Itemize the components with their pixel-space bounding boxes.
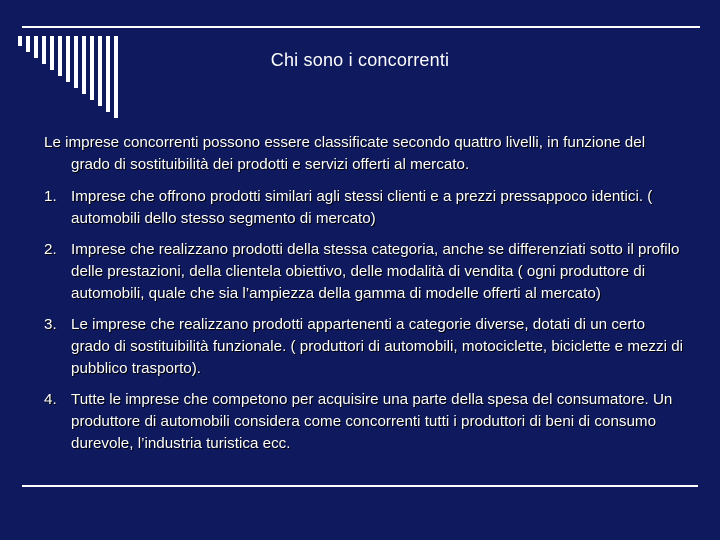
- decorative-bar: [106, 36, 110, 112]
- levels-list: [44, 186, 684, 455]
- slide-title: Chi sono i concorrenti: [270, 50, 450, 70]
- list-item: [44, 239, 684, 305]
- list-item-text: Imprese che offrono prodotti similari agli stessi clienti e a prezzi pressappoco identici. ( automobili dello stesso segmento di mercato): [71, 188, 653, 227]
- list-item-number: 2.: [44, 241, 57, 258]
- slide-body: [44, 132, 684, 464]
- decorative-bar: [114, 36, 118, 118]
- list-item: [44, 389, 684, 455]
- list-item-number: 4.: [44, 391, 57, 408]
- list-item-text: Le imprese che realizzano prodotti appartenenti a categorie diverse, dotati di un certo grado di sostituibilità funzionale. ( produttori di automobili, motociclette, biciclette e mezzi di pubblico trasporto).: [71, 316, 684, 377]
- list-item: [44, 314, 684, 380]
- decorative-bar: [18, 36, 22, 46]
- list-item-text: Imprese che realizzano prodotti della stessa categoria, anche se differenziati sotto il profilo delle prestazioni, della clientela obiettivo, delle modalità di vendita ( ogni produttore di automobili, quale che sia l’ampiezza della gamma di modelle offerti al mercato): [71, 241, 680, 302]
- list-item: [44, 186, 684, 230]
- bottom-rule: [22, 485, 698, 487]
- intro-paragraph: Le imprese concorrenti possono essere classificate secondo quattro livelli, in funzione del grado di sostituibilità dei prodotti e servizi offerti al mercato.: [44, 134, 646, 173]
- list-item-number: 3.: [44, 316, 57, 333]
- list-item-number: 1.: [44, 188, 57, 205]
- decorative-bar: [98, 36, 102, 106]
- list-item-text: Tutte le imprese che competono per acquisire una parte della spesa del consumatore. Un produttore di automobili considera come concorrenti tutti i produttori di beni di consumo durevole, l’industria turistica ecc.: [71, 391, 673, 452]
